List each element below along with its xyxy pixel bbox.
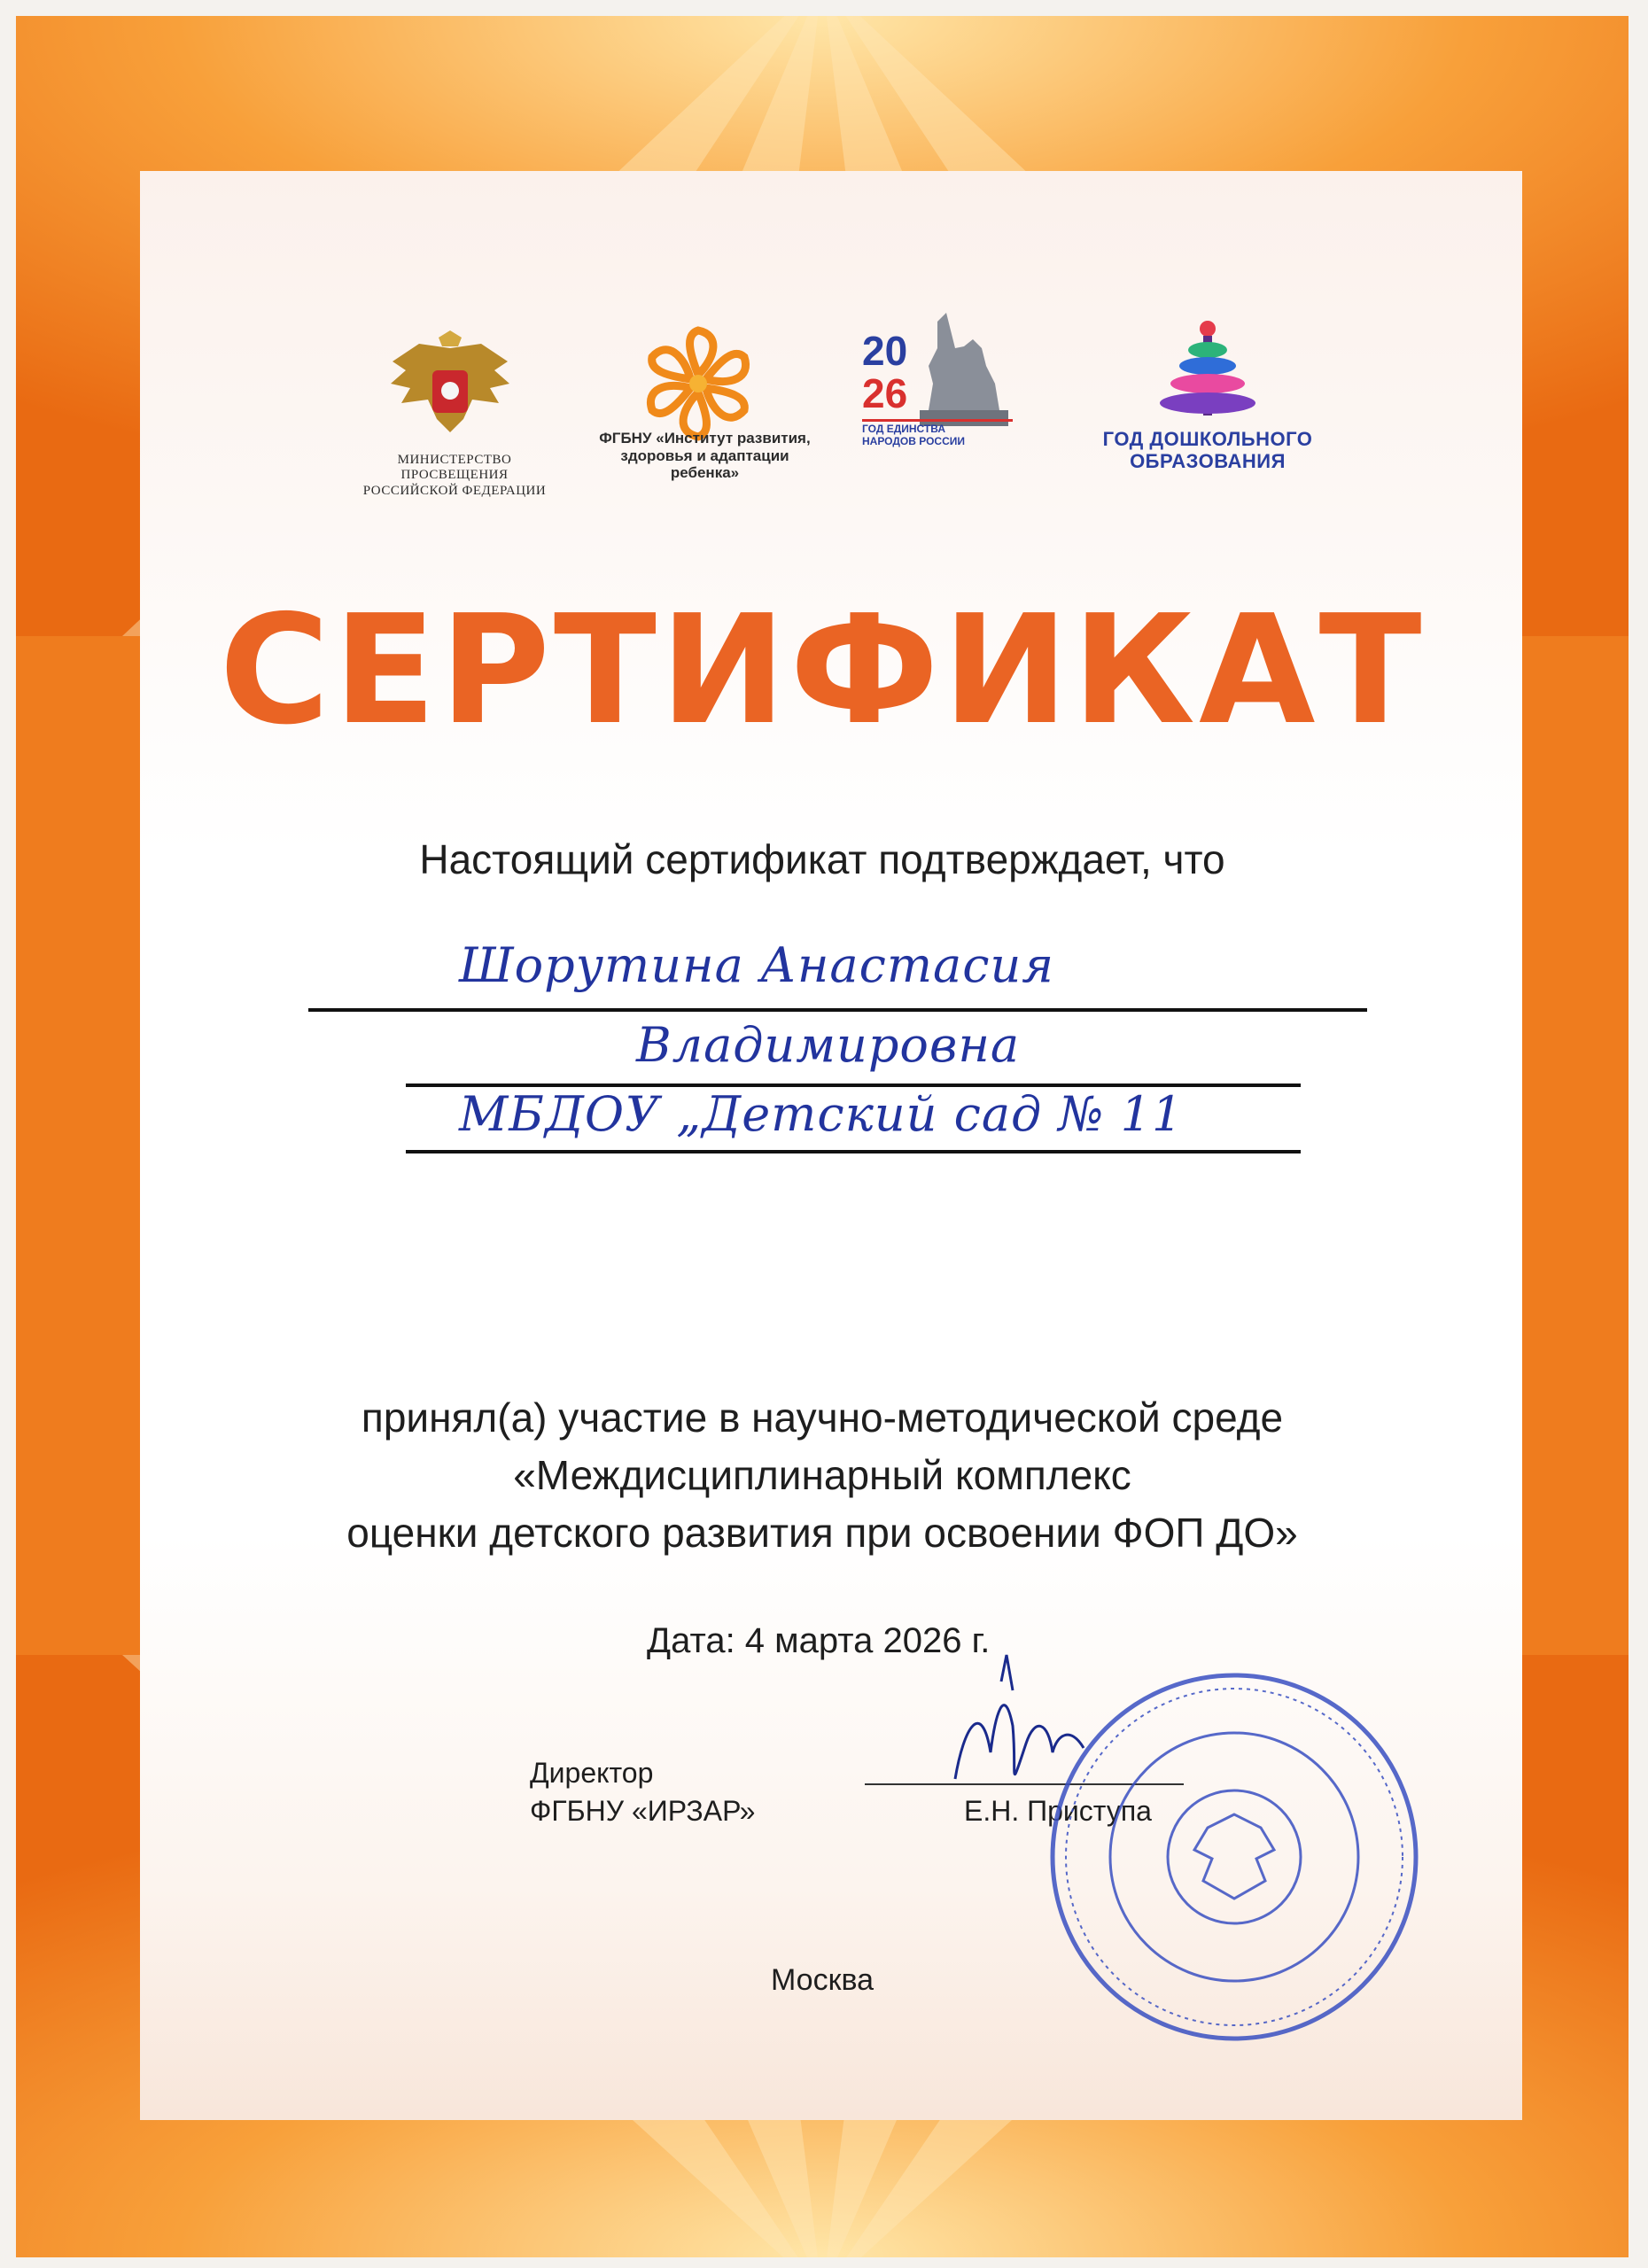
- signatory-org: ФГБНУ «ИРЗАР»: [530, 1795, 756, 1827]
- pyramid-toy-icon: [1154, 320, 1261, 426]
- program-line-2: оценки детского развития при освоении ФОП ДО»: [346, 1510, 1298, 1556]
- name-underline: [308, 1008, 1367, 1012]
- handwritten-name: Шорутина Анастасия: [459, 937, 1055, 993]
- year-number-bottom: 26: [862, 370, 908, 416]
- year-number-top: 20: [862, 328, 908, 374]
- signatory-role: Директор: [530, 1757, 654, 1789]
- program-line-1: «Междисциплинарный комплекс: [513, 1452, 1131, 1498]
- monument-icon: [911, 313, 1017, 428]
- institute-caption: ФГБНУ «Институт развития, здоровья и адаптации ребенка»: [599, 430, 811, 482]
- institute-flower-icon: [636, 322, 760, 446]
- certificate-sheet: [16, 16, 1629, 2257]
- double-headed-eagle-icon: [384, 330, 517, 446]
- certificate-title: СЕРТИФИКАТ: [219, 583, 1426, 758]
- organization-underline: [406, 1150, 1301, 1153]
- signatory-name: Е.Н. Приступа: [964, 1795, 1152, 1827]
- handwritten-patronymic: Владимировна: [636, 1017, 1021, 1073]
- confirm-text: Настоящий сертификат подтверждает, что: [419, 836, 1225, 882]
- preschool-caption: ГОД ДОШКОЛЬНОГО ОБРАЗОВАНИЯ: [1102, 428, 1313, 473]
- handwritten-organization: МБДОУ „Детский сад № 11: [459, 1086, 1184, 1142]
- participation-line: принял(а) участие в научно-методической среде: [361, 1394, 1284, 1441]
- ministry-caption: МИНИСТЕРСТВО ПРОСВЕЩЕНИЯ РОССИЙСКОЙ ФЕДЕРАЦИИ: [362, 453, 547, 498]
- signature-line: [865, 1783, 1184, 1785]
- city-text: Москва: [770, 1963, 875, 1997]
- year-unity-caption: ГОД ЕДИНСТВА НАРОДОВ РОССИИ: [862, 419, 1013, 448]
- date-text: Дата: 4 марта 2026 г.: [647, 1621, 991, 1660]
- year-unity-logo: [862, 330, 1030, 463]
- logos-row: [16, 171, 1629, 498]
